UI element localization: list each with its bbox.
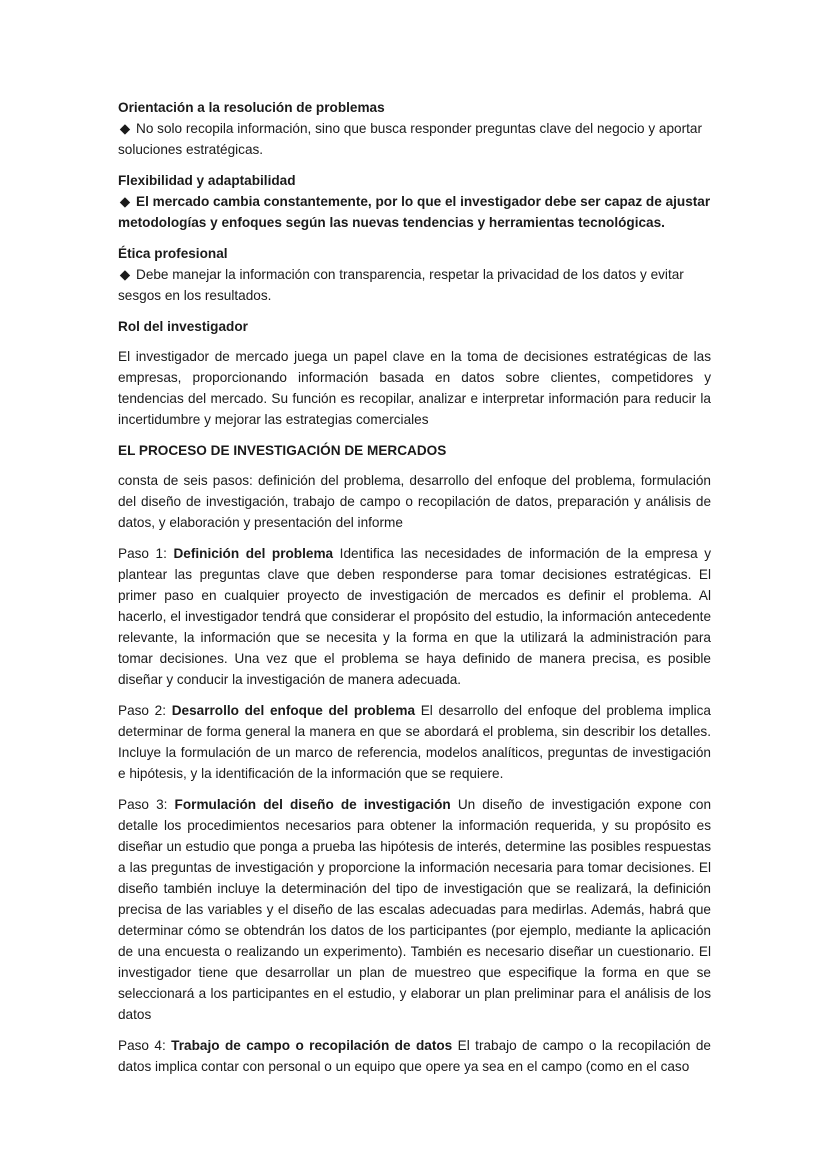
section-problem-solving xyxy=(118,97,711,160)
document-content xyxy=(118,97,711,1087)
step-paragraph xyxy=(118,794,711,1025)
section-text: Debe manejar la información con transparencia, respetar la privacidad de los datos y evitar sesgos en los resultados. xyxy=(118,267,684,303)
step-title: Definición del problema xyxy=(173,546,334,561)
section-title: EL PROCESO DE INVESTIGACIÓN DE MERCADOS xyxy=(118,443,447,458)
diamond-icon: ◆ xyxy=(119,267,131,282)
step-paragraph xyxy=(118,543,711,690)
step-text: Un diseño de investigación expone con detalle los procedimientos necesarios para obtener la información requerida, y su propósito es diseñar un estudio que ponga a prueba las hipótesis de interés, determine las posibles respuestas a las preguntas de investigación y proporcione la información necesaria para tomar decisiones. El diseño también incluye la determinación del tipo de investigación que se realizará, la definición precisa de las variables y el diseño de las escalas adecuadas para medirlas. Además, habrá que determinar cómo se obtendrán los datos de los participantes (por ejemplo, mediante la aplicación de una encuesta o realizando un experimento). También es necesario diseñar un cuestionario. El investigador tiene que desarrollar un plan de muestreo que especifique la forma en que se seleccionará a los participantes en el estudio, y elaborar un plan preliminar para el análisis de los datos xyxy=(118,797,711,1022)
step-text: El trabajo de campo o la recopilación de datos implica contar con personal o un equipo que opere ya sea en el campo (como en el caso xyxy=(118,1038,711,1074)
step-label: Paso 2: xyxy=(118,703,167,718)
diamond-icon: ◆ xyxy=(119,121,131,136)
section-text: El mercado cambia constantemente, por lo que el investigador debe ser capaz de ajustar metodologías y enfoques según las nuevas tendencias y herramientas tecnológicas. xyxy=(118,194,711,230)
section-process xyxy=(118,440,711,533)
step-text: Identifica las necesidades de información de la empresa y plantear las preguntas clave que deben responderse para tomar decisiones estratégicas. El primer paso en cualquier proyecto de investigación de mercados es definir el problema. Al hacerlo, el investigador tendrá que considerar el propósito del estudio, la información antecedente relevante, la información que se necesita y la forma en que la utilizará la administración para tomar decisiones. Una vez que el problema se haya definido de manera precisa, es posible diseñar y conducir la investigación de manera adecuada. xyxy=(118,546,712,687)
diamond-icon: ◆ xyxy=(119,194,131,209)
step-title: Desarrollo del enfoque del problema xyxy=(171,703,416,718)
step-title: Formulación del diseño de investigación xyxy=(174,797,451,812)
section-title: Flexibilidad y adaptabilidad xyxy=(118,173,296,188)
step-1 xyxy=(118,543,711,690)
section-body xyxy=(118,191,711,233)
section-ethics xyxy=(118,243,711,306)
section-flexibility xyxy=(118,170,711,233)
section-text: No solo recopila información, sino que busca responder preguntas clave del negocio y aportar soluciones estratégicas. xyxy=(118,121,702,157)
section-title: Orientación a la resolución de problemas xyxy=(118,100,385,115)
section-title: Ética profesional xyxy=(118,246,228,261)
step-title: Trabajo de campo o recopilación de datos xyxy=(171,1038,453,1053)
step-paragraph xyxy=(118,700,711,784)
step-4 xyxy=(118,1035,711,1077)
section-body xyxy=(118,264,711,306)
step-3 xyxy=(118,794,711,1025)
section-title: Rol del investigador xyxy=(118,319,248,334)
step-label: Paso 3: xyxy=(118,797,168,812)
step-2 xyxy=(118,700,711,784)
section-text: consta de seis pasos: definición del problema, desarrollo del enfoque del problema, formulación del diseño de investigación, trabajo de campo o recopilación de datos, preparación y análisis de datos, y elaboración y presentación del informe xyxy=(118,473,711,530)
step-paragraph xyxy=(118,1035,711,1077)
step-label: Paso 1: xyxy=(118,546,167,561)
section-text: El investigador de mercado juega un papel clave en la toma de decisiones estratégicas de las empresas, proporcionando información basada en datos sobre clientes, competidores y tendencias del mercado. Su función es recopilar, analizar e interpretar información para reducir la incertidumbre y mejorar las estrategias comerciales xyxy=(118,349,711,427)
section-body xyxy=(118,118,711,160)
step-label: Paso 4: xyxy=(118,1038,166,1053)
step-text: El desarrollo del enfoque del problema implica determinar de forma general la manera en que se abordará el problema, sin describir los detalles. Incluye la formulación de un marco de referencia, modelos analíticos, preguntas de investigación e hipótesis, y la identificación de la información que se requiere. xyxy=(118,703,711,781)
section-role xyxy=(118,316,711,430)
